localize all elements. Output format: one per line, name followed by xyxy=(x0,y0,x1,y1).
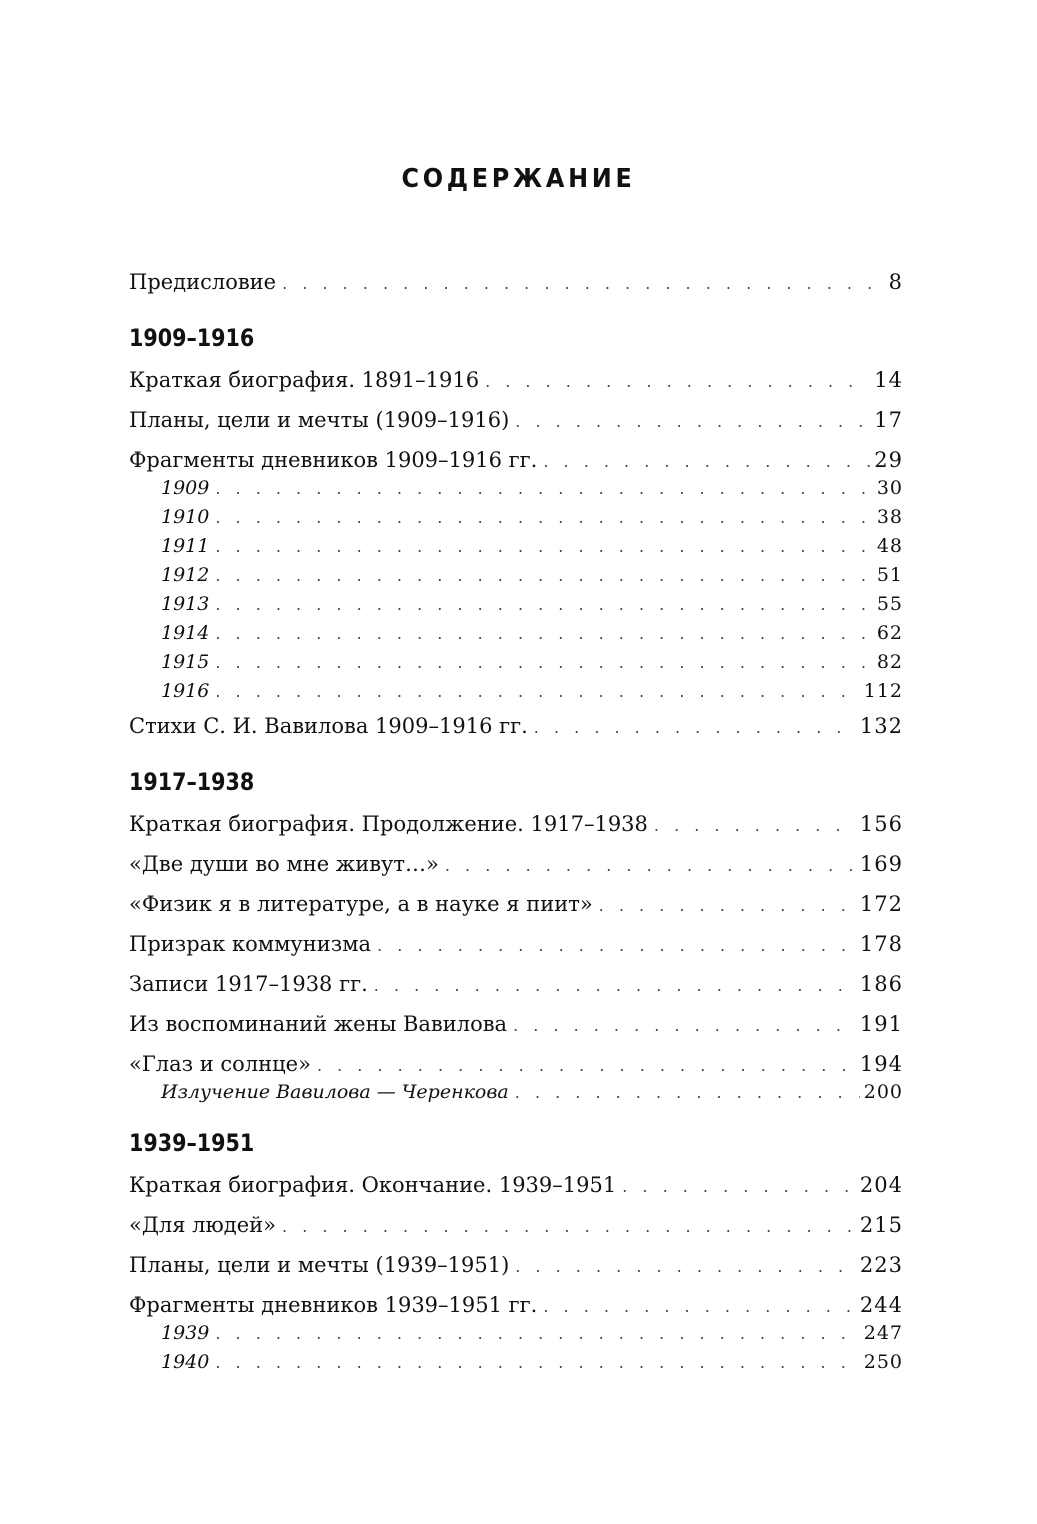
toc-entry-title: 1913 xyxy=(161,593,210,615)
toc-page-number: 200 xyxy=(863,1081,903,1103)
toc-entry[interactable] xyxy=(129,1165,903,1205)
toc-entry-title: «Физик я в литературе, а в науке я пиит» xyxy=(129,892,593,916)
toc-entry-title: Краткая биография. 1891–1916 xyxy=(129,368,480,392)
toc-entry-title: 1915 xyxy=(161,651,210,673)
toc-entry[interactable] xyxy=(129,964,903,1004)
dot-leader xyxy=(215,532,872,561)
toc-entry-title: 1940 xyxy=(161,1351,210,1373)
toc-entry-title: Фрагменты дневников 1909–1916 гг. xyxy=(129,448,538,472)
dot-leader xyxy=(215,474,872,503)
toc-page-number: 244 xyxy=(859,1293,903,1317)
dot-leader xyxy=(282,264,885,304)
toc-page-number: 178 xyxy=(859,932,903,956)
dot-leader xyxy=(215,561,872,590)
dot-leader xyxy=(215,590,872,619)
toc-entry[interactable] xyxy=(129,1245,903,1285)
toc-entry-title: «Глаз и солнце» xyxy=(129,1052,311,1076)
toc-page-number: 186 xyxy=(859,972,903,996)
toc-page-number: 55 xyxy=(876,593,903,615)
dot-leader xyxy=(515,402,870,442)
section-heading: 1917–1938 xyxy=(129,768,255,796)
toc-entry-title: Из воспоминаний жены Вавилова xyxy=(129,1012,508,1036)
toc-entry[interactable] xyxy=(129,924,903,964)
toc-entry[interactable] xyxy=(129,884,903,924)
toc-entry-title: Стихи С. И. Вавилова 1909–1916 гг. xyxy=(129,714,528,738)
toc-entry-title: 1910 xyxy=(161,506,210,528)
dot-leader xyxy=(515,1078,860,1107)
toc-entry-title: «Две души во мне живут…» xyxy=(129,852,439,876)
dot-leader xyxy=(215,1319,859,1348)
toc-entry-title: 1914 xyxy=(161,622,210,644)
toc-page-number: 204 xyxy=(859,1173,903,1197)
toc-page-number: 172 xyxy=(859,892,903,916)
toc-entry-title: Планы, цели и мечты (1909–1916) xyxy=(129,408,510,432)
toc-entry-title: Излучение Вавилова — Черенкова xyxy=(161,1081,509,1103)
toc-entry-title: Предисловие xyxy=(129,270,277,294)
toc-section xyxy=(129,766,903,1107)
toc-subentry[interactable] xyxy=(129,561,903,590)
dot-leader xyxy=(215,619,872,648)
toc-page-number: 62 xyxy=(876,622,903,644)
dot-leader xyxy=(599,886,856,926)
toc-page-number: 30 xyxy=(876,477,903,499)
toc-subentry[interactable] xyxy=(129,677,903,706)
toc-entry[interactable] xyxy=(129,706,903,746)
dot-leader xyxy=(374,966,856,1006)
toc-page-number: 223 xyxy=(859,1253,903,1277)
toc-entry-title: Планы, цели и мечты (1939–1951) xyxy=(129,1253,510,1277)
toc-page-number: 82 xyxy=(876,651,903,673)
toc-page-number: 169 xyxy=(859,852,903,876)
toc-entry[interactable] xyxy=(129,1205,903,1245)
toc-page-number: 112 xyxy=(863,680,903,702)
toc-section xyxy=(129,322,903,746)
toc-subentry[interactable] xyxy=(129,619,903,648)
dot-leader xyxy=(515,1247,856,1287)
dot-leader xyxy=(282,1207,856,1247)
toc-entry-title: Призрак коммунизма xyxy=(129,932,372,956)
toc-page-number: 17 xyxy=(874,408,903,432)
toc-page-number: 8 xyxy=(888,270,903,294)
toc-entry-preface[interactable] xyxy=(129,262,903,302)
toc-page-number: 29 xyxy=(874,448,903,472)
toc-entry-title: «Для людей» xyxy=(129,1213,277,1237)
toc-subentry[interactable] xyxy=(129,532,903,561)
toc-entry-title: Фрагменты дневников 1939–1951 гг. xyxy=(129,1293,538,1317)
toc-subentry[interactable] xyxy=(129,503,903,532)
toc-entry-title: Краткая биография. Окончание. 1939–1951 xyxy=(129,1173,617,1197)
dot-leader xyxy=(485,362,870,402)
toc-entry-title: 1939 xyxy=(161,1322,210,1344)
toc-subentry[interactable] xyxy=(129,1319,903,1348)
toc-entry[interactable] xyxy=(129,400,903,440)
section-heading: 1939–1951 xyxy=(129,1129,255,1157)
toc-entry-title: 1916 xyxy=(161,680,210,702)
toc-subentry[interactable] xyxy=(129,590,903,619)
toc-entry-title: Записи 1917–1938 гг. xyxy=(129,972,368,996)
toc-page-number: 215 xyxy=(859,1213,903,1237)
toc-subentry[interactable] xyxy=(129,1348,903,1377)
toc-entry-title: 1912 xyxy=(161,564,210,586)
dot-leader xyxy=(513,1006,856,1046)
dot-leader xyxy=(377,926,856,966)
toc-page-number: 48 xyxy=(876,535,903,557)
toc-page-number: 191 xyxy=(859,1012,903,1036)
section-heading: 1909–1916 xyxy=(129,324,255,352)
toc-entry-title: 1909 xyxy=(161,477,210,499)
dot-leader xyxy=(215,677,859,706)
dot-leader xyxy=(215,648,872,677)
toc-subentry[interactable] xyxy=(129,474,903,503)
toc-entry-title: 1911 xyxy=(161,535,210,557)
dot-leader xyxy=(654,806,856,846)
dot-leader xyxy=(215,503,872,532)
toc-entry-title: Краткая биография. Продолжение. 1917–1938 xyxy=(129,812,648,836)
toc-page-number: 247 xyxy=(863,1322,903,1344)
toc-page-number: 38 xyxy=(876,506,903,528)
toc-page-number: 194 xyxy=(859,1052,903,1076)
toc-page-number: 156 xyxy=(859,812,903,836)
toc-subentry[interactable] xyxy=(129,1078,903,1107)
toc-entry[interactable] xyxy=(129,1004,903,1044)
dot-leader xyxy=(445,846,856,886)
dot-leader xyxy=(534,708,856,748)
toc-page-number: 250 xyxy=(863,1351,903,1373)
toc-page-number: 51 xyxy=(876,564,903,586)
dot-leader xyxy=(622,1167,856,1207)
dot-leader xyxy=(215,1348,859,1377)
table-of-contents xyxy=(129,262,903,1377)
toc-entry[interactable] xyxy=(129,360,903,400)
toc-page-number: 132 xyxy=(859,714,903,738)
toc-page-number: 14 xyxy=(874,368,903,392)
toc-entry[interactable] xyxy=(129,804,903,844)
page-title: СОДЕРЖАНИЕ xyxy=(401,164,636,194)
toc-sections xyxy=(129,322,903,1377)
toc-entry[interactable] xyxy=(129,844,903,884)
toc-section xyxy=(129,1127,903,1377)
toc-subentry[interactable] xyxy=(129,648,903,677)
